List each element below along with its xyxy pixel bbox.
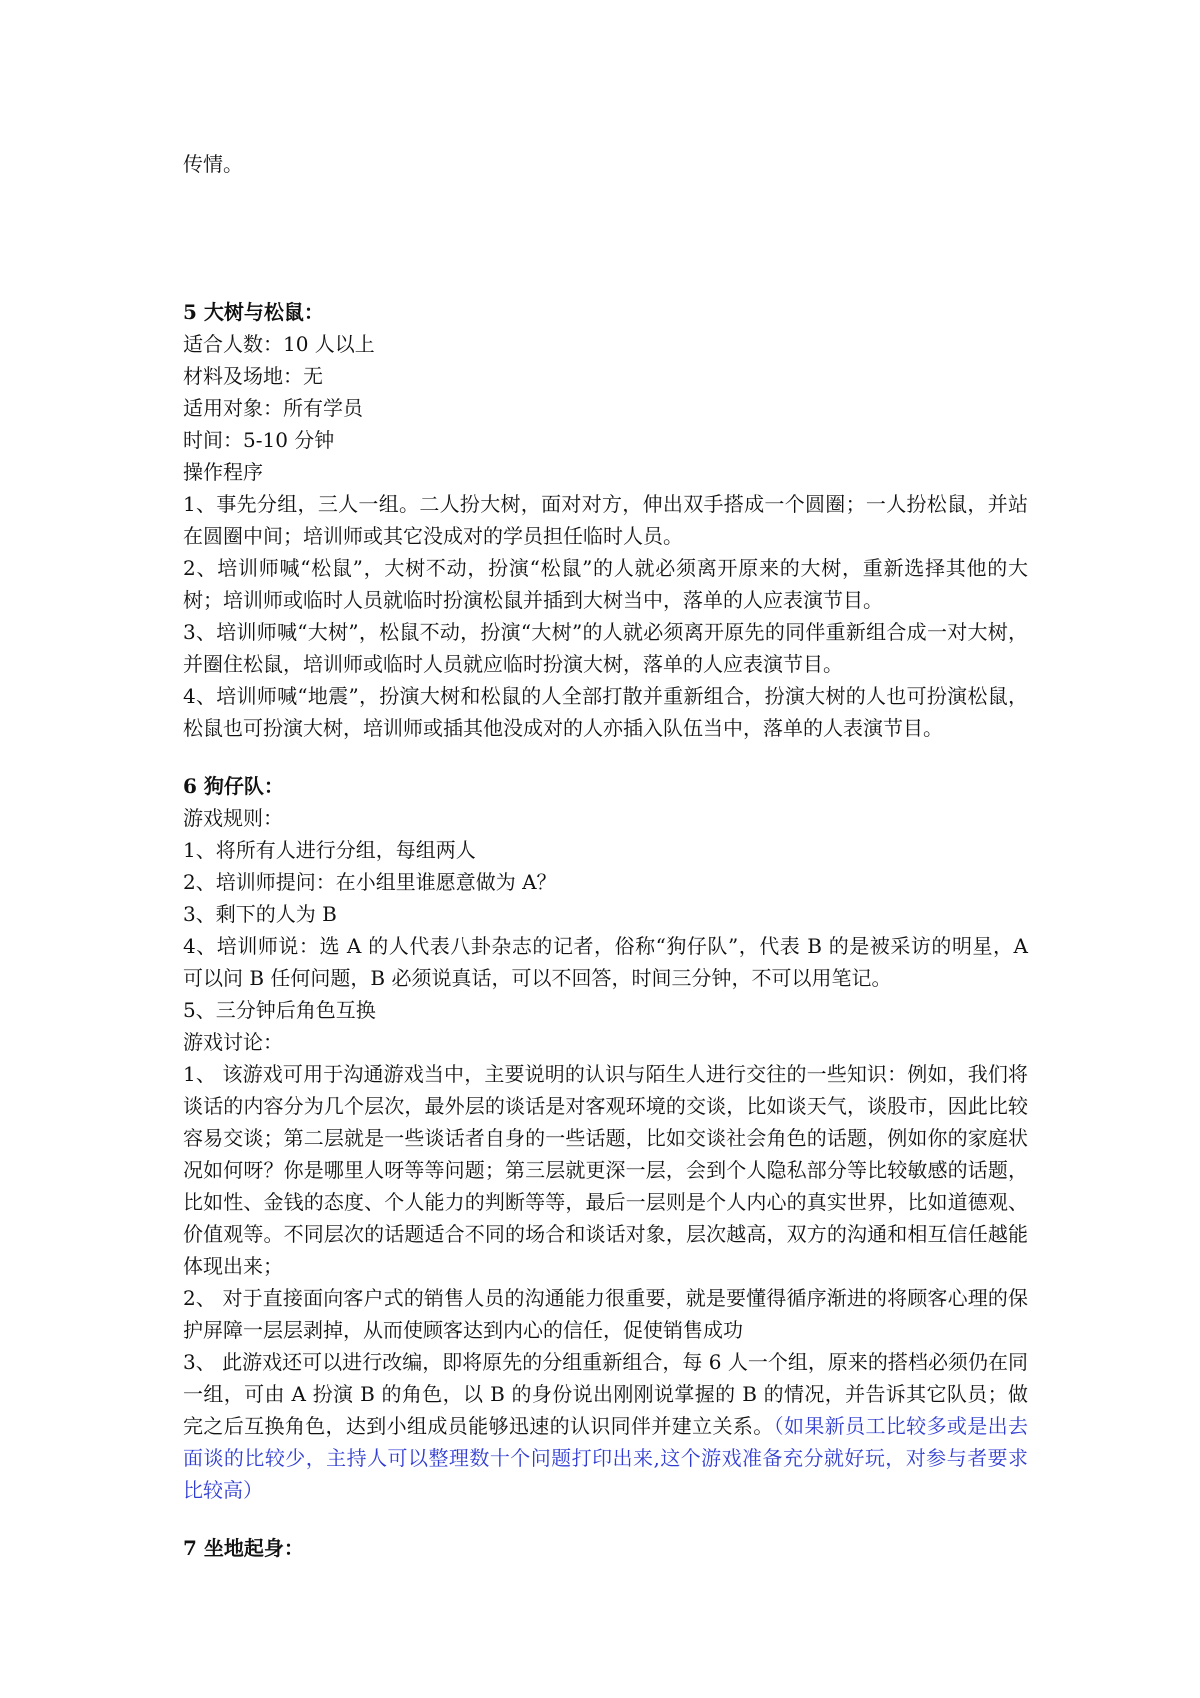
section5-step-2: 2、培训师喊“松鼠”，大树不动，扮演“松鼠”的人就必须离开原来的大树，重新选择其他的大树；培训师或临时人员就临时扮演松鼠并插到大树当中，落单的人应表演节目。 [183,556,1028,612]
section6-discussion-1: 1、 该游戏可用于沟通游戏当中，主要说明的认识与陌生人进行交往的一些知识：例如，我们将谈话的内容分为几个层次，最外层的谈话是对客观环境的交谈，比如谈天气，谈股市，因此比较容易交谈；第二层就是一些谈话者自身的一些话题，比如交谈社会角色的话题，例如你的家庭状况如何呀？你是哪里人呀等等问题；第三层就更深一层，会到个人隐私部分等比较敏感的话题，比如性、金钱的态度、个人能力的判断等等，最后一层则是个人内心的真实世界，比如道德观、价值观等。不同层次的话题适合不同的场合和谈话对象，层次越高，双方的沟通和相互信任越能体现出来； [183,1062,1028,1278]
section6-rule-1: 1、将所有人进行分组，每组两人 [183,838,476,862]
section6-discussion-2: 2、 对于直接面向客户式的销售人员的沟通能力很重要，就是要懂得循序渐进的将顾客心理的保护屏障一层层剥掉，从而使顾客达到内心的信任，促使销售成功 [183,1286,1028,1342]
intro-trailing-text: 传情。 [183,152,243,176]
section5-step-3: 3、培训师喊“大树”，松鼠不动，扮演“大树”的人就必须离开原先的同伴重新组合成一对大树，并圈住松鼠，培训师或临时人员就应临时扮演大树，落单的人应表演节目。 [183,620,1028,676]
section6-rule-3: 3、剩下的人为 B [183,902,337,926]
section6-rule-5: 5、三分钟后角色互换 [183,998,376,1022]
section5-audience: 适用对象：所有学员 [183,396,363,420]
section6-discussion-label: 游戏讨论： [183,1030,283,1054]
section5-procedure-label: 操作程序 [183,460,263,484]
section6-discussion-3-note: （如果新员工比较多或是出去面谈的比较少，主持人可以整理数十个问题打印出来,这个游戏准备充分就好玩，对参与者要求比较高） [183,1414,1028,1502]
spacer [183,180,1028,296]
spacer [183,1506,1028,1532]
section5-participants: 适合人数：10 人以上 [183,332,375,356]
section6-discussion-3 [183,1346,1028,1506]
spacer [183,744,1028,770]
section5-step-1: 1、事先分组，三人一组。二人扮大树，面对对方，伸出双手搭成一个圆圈；一人扮松鼠，并站在圆圈中间；培训师或其它没成对的学员担任临时人员。 [183,492,1028,548]
section6-discussion-3-main: 3、 此游戏还可以进行改编，即将原先的分组重新组合，每 6 人一个组，原来的搭档必须仍在同一组，可由 A 扮演 B 的角色，以 B 的身份说出刚刚说掌握的 B 的情况，并告诉其它队员；做完之后互换角色，达到小组成员能够迅速的认识同伴并建立关系。 [183,1350,1028,1438]
section6-rule-4: 4、培训师说：选 A 的人代表八卦杂志的记者，俗称“狗仔队”，代表 B 的是被采访的明星，A 可以问 B 任何问题，B 必须说真话，可以不回答，时间三分钟，不可以用笔记。 [183,934,1028,990]
section6-rules-label: 游戏规则： [183,806,283,830]
section5-title: 5 大树与松鼠： [183,300,324,324]
section5-step-4: 4、培训师喊“地震”，扮演大树和松鼠的人全部打散并重新组合，扮演大树的人也可扮演松鼠，松鼠也可扮演大树，培训师或插其他没成对的人亦插入队伍当中，落单的人表演节目。 [183,684,1028,740]
section5-duration: 时间：5-10 分钟 [183,428,335,452]
section5-materials: 材料及场地：无 [183,364,323,388]
document-body [183,148,1028,1564]
section6-title: 6 狗仔队： [183,774,284,798]
section6-rule-2: 2、培训师提问：在小组里谁愿意做为 A？ [183,870,557,894]
section7-title: 7 坐地起身： [183,1536,304,1560]
